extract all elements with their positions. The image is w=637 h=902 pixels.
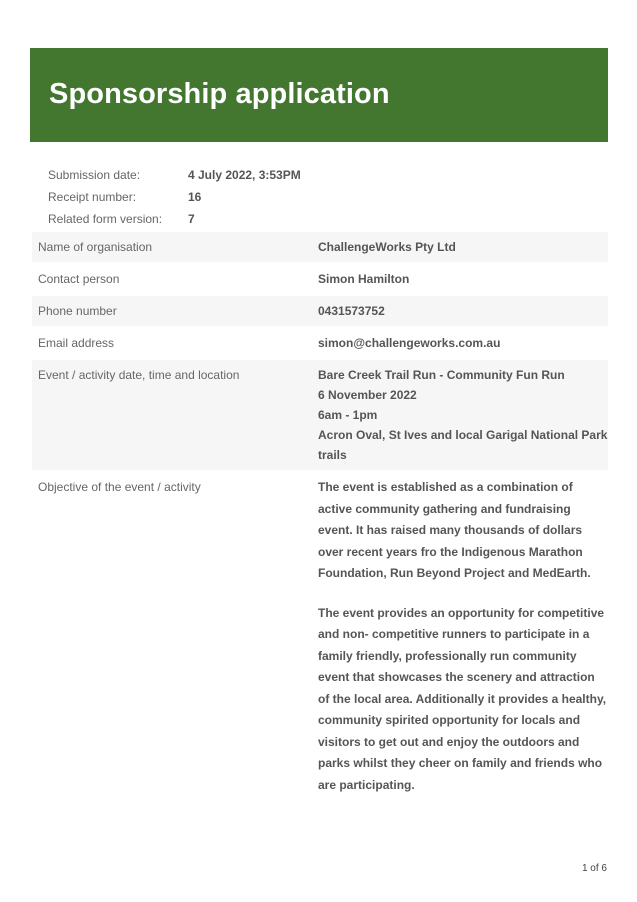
field-value: Simon Hamilton [318,272,410,286]
field-label: Email address [38,336,115,350]
field-value: 0431573752 [318,304,385,318]
field-label: Name of organisation [38,240,153,254]
field-value: ChallengeWorks Pty Ltd [318,240,456,254]
page-header [30,48,608,142]
meta-value: 7 [188,212,195,226]
meta-submission-date [48,164,301,186]
objective-paragraph: The event provides an opportunity for competitive and non- competitive runners to participate in a family friendly, professionally run community event that showcases the scenery and attraction of the local area. Additionally it provides a healthy, community spirited opportunity for locals and visitors to get out and enjoy the outdoors and parks whilst they cheer on family and friends who are participating. [318,605,607,792]
meta-value: 4 July 2022, 3:53PM [188,168,301,182]
field-organisation [32,232,608,264]
field-email [32,328,608,360]
meta-form-version [48,208,301,230]
field-label: Phone number [38,304,117,318]
submission-meta [48,164,301,230]
meta-label: Submission date: [48,168,141,182]
objective-paragraph: The event is established as a combination of active community gathering and fundraising event. It has raised many thousands of dollars over recent years fro the Indigenous Marathon Foundation, Run Beyond Project and MedEarth. [318,480,591,580]
field-label: Objective of the event / activity [38,480,201,494]
meta-value: 16 [188,190,202,204]
page-number: 1 of 6 [581,863,607,874]
field-value: simon@challengeworks.com.au [318,336,501,350]
event-location: Acron Oval, St Ives and local Garigal National Park trails [318,428,608,462]
field-value [318,360,608,470]
field-value [318,472,608,801]
meta-label: Related form version: [48,212,163,226]
meta-label: Receipt number: [48,190,137,204]
field-label: Contact person [38,272,120,286]
application-fields [32,232,608,803]
page-title: Sponsorship application [49,78,390,110]
event-time: 6am - 1pm [318,408,378,422]
field-event-details [32,360,608,472]
field-objective [32,472,608,803]
field-label: Event / activity date, time and location [38,368,240,382]
field-phone [32,296,608,328]
field-contact-person [32,264,608,296]
meta-receipt-number [48,186,301,208]
event-name: Bare Creek Trail Run - Community Fun Run [318,368,565,382]
event-date: 6 November 2022 [318,388,417,402]
